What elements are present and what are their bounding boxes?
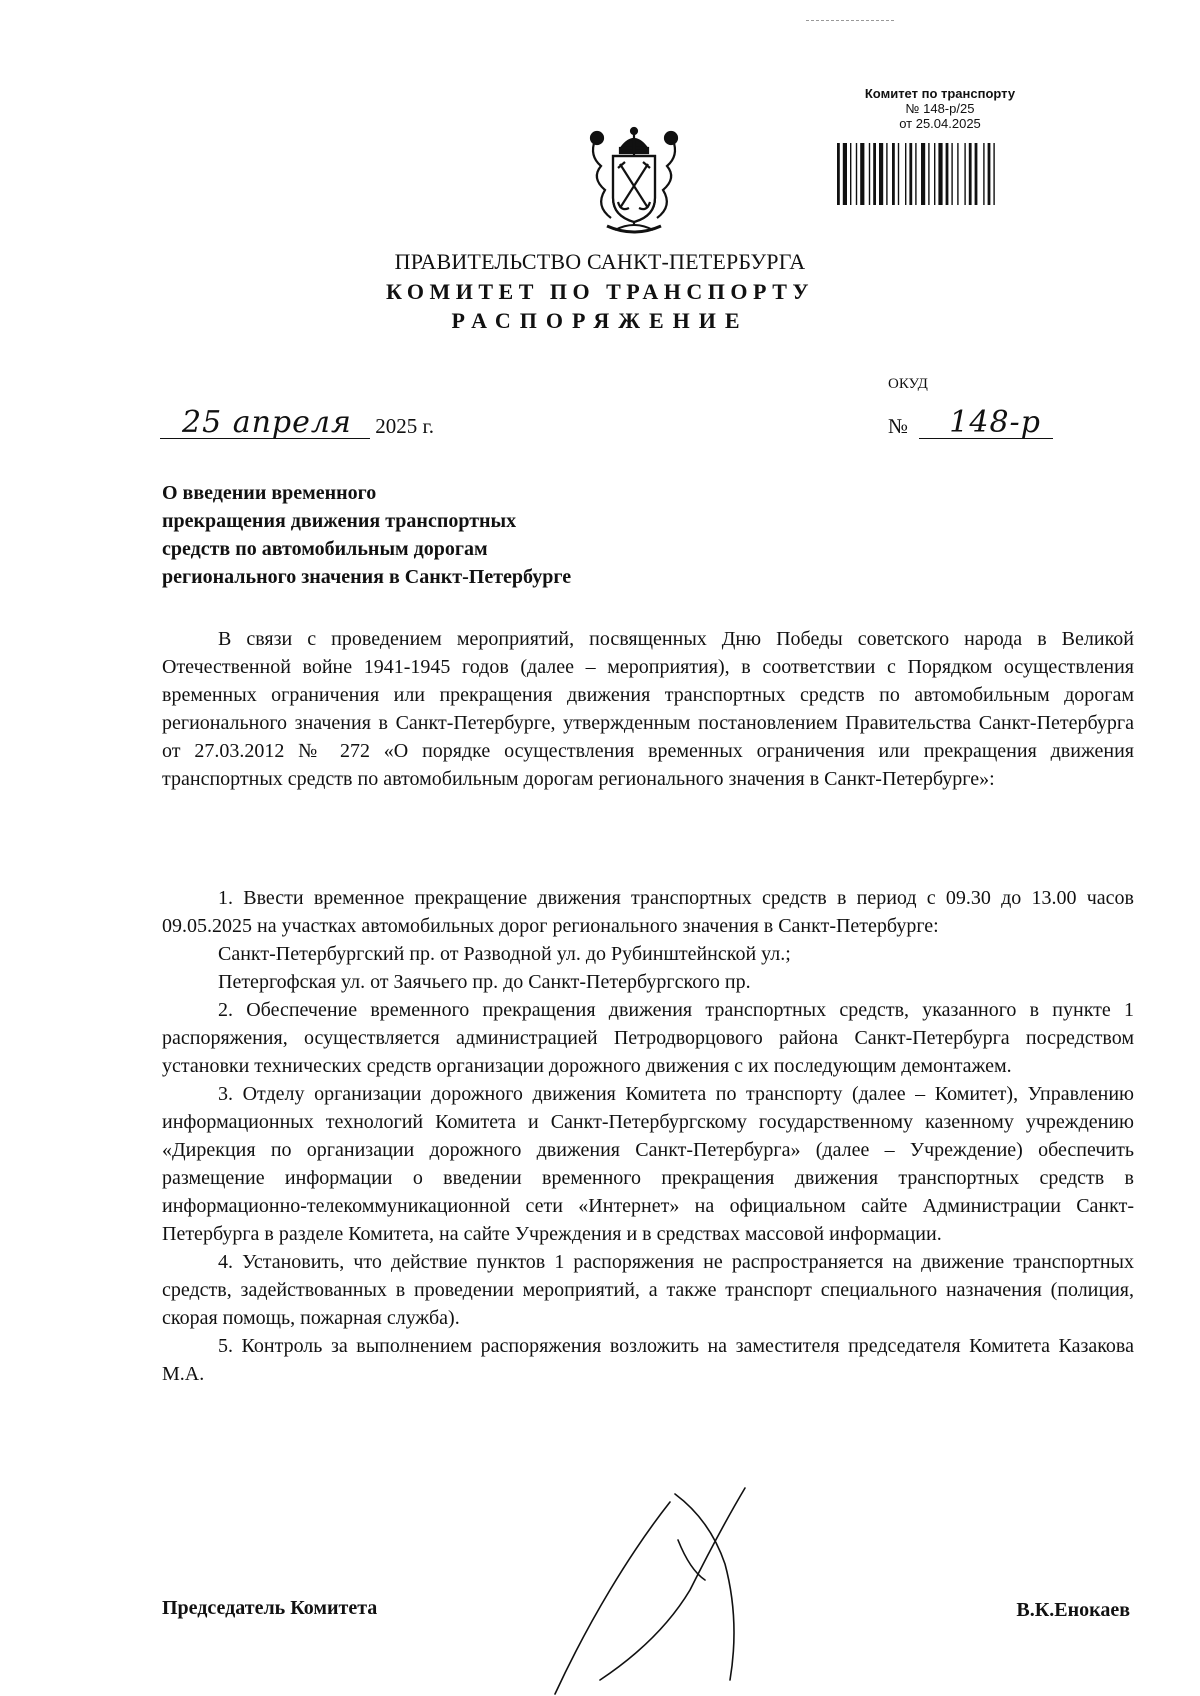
barcode-bar [850,143,851,205]
barcode-bar [892,143,895,205]
barcode-bar [934,143,935,205]
item-1-road-2: Петергофская ул. от Заячьего пр. до Санкт-Петербургского пр. [218,971,751,993]
subject-line: прекращения движения транспортных [162,510,517,532]
barcode-bar [969,143,972,205]
document-type: РАСПОРЯЖЕНИЕ [451,308,749,333]
barcode-bar [988,143,991,205]
preamble-text: В связи с проведением мероприятий, посвященных Дню Победы советского народа в Великой Отечественной войне 1941-1945 годов (далее – мероприятия), в соответствии с Порядком осуществления временных ограничения или прекращения движения транспортных средств по автомобильным дорогам регионального значения в Санкт-Петербурге, утвержденным постановлением Правительства Санкт-Петербурга от 27.03.2012 № 272 «О порядке осуществления временных ограничения или прекращения движения транспортных средств по автомобильным дорогам регионального значения в Санкт-Петербурге»: [162,628,1134,790]
number-prefix: № [888,414,909,438]
barcode-bar [869,143,870,205]
barcode-bar [905,143,906,205]
stamp-number: № 148-р/25 [905,101,975,116]
subject-line: регионального значения в Санкт-Петербурге [162,566,572,588]
barcode-bar [856,143,857,205]
barcode-bar [898,143,899,205]
barcode-bar [951,143,952,205]
item-1: 1. Ввести временное прекращение движения транспортных средств в период с 09.30 до 13.00 часов 09.05.2025 на участках автомобильных дорог регионального значения в Санкт-Петербурге: [162,887,1134,937]
okud-label: ОКУД [888,376,928,392]
barcode-bar [879,143,883,205]
barcode-bar [983,143,984,205]
barcode-bar [837,143,840,205]
spb-coat-of-arms-icon [585,126,683,241]
document-subject [162,479,571,591]
barcode-bar [938,143,942,205]
item-3: 3. Отделу организации дорожного движения Комитета по транспорту (далее – Комитет), Управлению информационных технологий Комитета и Санкт-Петербургскому государственному казенному учреждению «Дирекция по организации дорожного движения Санкт-Петербурга» (далее – Учреждение) обеспечить размещение информации о введении временного прекращения движения транспортных средств в информационно-телекоммуникационной сети «Интернет» на официальном сайте Администрации Санкт-Петербурга в разделе Комитета, на сайте Учреждения и в средствах массовой информации. [162,1083,1134,1245]
item-5: 5. Контроль за выполнением распоряжения возложить на заместителя председателя Комитета Казакова М.А. [162,1335,1134,1385]
committee-title: КОМИТЕТ ПО ТРАНСПОРТУ [385,279,815,304]
barcode-bar [975,143,978,205]
item-2: 2. Обеспечение временного прекращения движения транспортных средств, указанного в пункте 1 распоряжения, осуществляется администрацией Петродворцового района Санкт-Петербурга посредством установки технических средств организации дорожного движения с их последующим демонтажем. [162,999,1134,1077]
order-items [162,884,1134,1388]
barcode-bar [915,143,916,205]
scan-artifact-line [806,20,894,22]
subject-line: О введении временного [162,482,377,504]
barcode-bar [921,143,925,205]
barcode-icon [835,143,1047,205]
handwritten-signature [540,1480,800,1696]
barcode-bar [946,143,949,205]
barcode-bar [886,143,887,205]
barcode-bar [957,143,958,205]
barcode-bar [860,143,864,205]
stamp-title: Комитет по транспорту [864,86,1016,101]
item-1-road-1: Санкт-Петербургский пр. от Разводной ул. до Рубинштейнской ул.; [218,943,791,965]
handwritten-number: 148-р [949,405,1041,440]
registration-stamp [840,86,1040,131]
barcode-bar [909,143,912,205]
subject-line: средств по автомобильным дорогам [162,538,488,560]
preamble [162,625,1134,793]
handwritten-date: 25 апреля [182,405,352,440]
signatory-position: Председатель Комитета [162,1597,378,1619]
document-date [160,405,434,440]
barcode-bar [964,143,965,205]
document-number [888,405,1053,440]
date-year: 2025 г. [375,414,434,438]
barcode-bar [993,143,994,205]
number-field [919,405,1053,440]
stamp-date: от 25.04.2025 [899,116,981,131]
signatory-name: В.К.Енокаев [1016,1599,1130,1621]
barcode-bar [873,143,876,205]
barcode-bar [928,143,929,205]
item-4: 4. Установить, что действие пунктов 1 распоряжения не распространяется на движение транспортных средств, задействованных в проведении мероприятий, а также транспорт специального назначения (полиция, скорая помощь, пожарная служба). [162,1251,1134,1329]
barcode-bar [843,143,847,205]
government-title: ПРАВИТЕЛЬСТВО САНКТ-ПЕТЕРБУРГА [394,249,806,274]
date-field [160,405,370,440]
